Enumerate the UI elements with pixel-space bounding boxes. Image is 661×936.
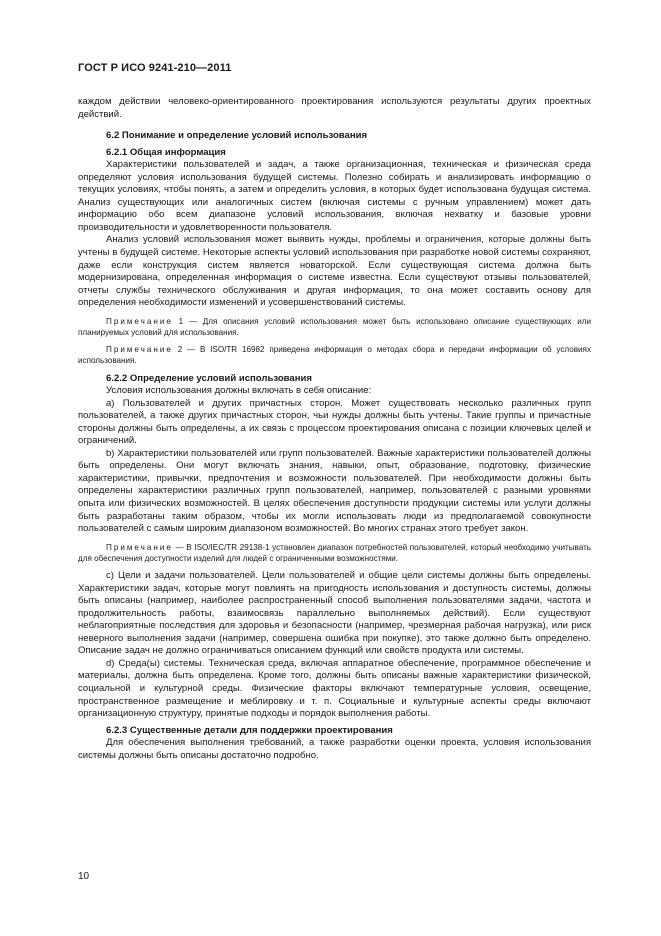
paragraph: Для обеспечения выполнения требований, а также разработки оценки проекта, условия использования системы должны быть описаны достаточно подробно. [78, 737, 591, 761]
note-text: 1 — Для описания условий использования может быть использовано описание существующих или планируемых условий для использования. [78, 316, 591, 337]
list-item-d: d) Среда(ы) системы. Техническая среда, включая аппаратное обеспечение, программное обеспечение и материалы, должна быть определена. Кроме того, должны быть описаны важные характеристики физической, социальной и культурной среды. Физические факторы включают температурные условия, освещение, пространственное размещение и меблировку и т. п. Социальные и культурные аспекты среды включают организационную структуру, принятые подходы и порядок выполнения работы. [78, 657, 591, 720]
paragraph: каждом действии человеко-ориентированного проектирования используются результаты других проектных действий. [78, 96, 591, 120]
note-label: Примечание [106, 345, 173, 355]
page-number: 10 [78, 871, 90, 882]
list-item-a: а) Пользователей и других причастных сторон. Может существовать несколько различных групп пользователей, а также других причастных сторон, чьи нужды должны быть учтены. Такие группы и причастные стороны должны быть определены, а их связь с процессом проектирования описана с позиции ключевых целей и ограничений. [78, 397, 591, 447]
paragraph: Условия использования должны включать в себя описание: [106, 385, 372, 397]
subsection-heading-6-2-3: 6.2.3 Существенные детали для поддержки проектирования [106, 724, 393, 736]
note-text: — В ISO/IEC/TR 29138-1 установлен диапазон потребностей пользователей, который необходимо учитывать для обеспечения доступности изделий для людей с ограниченными возможностями. [78, 542, 591, 563]
note-label: Примечание [106, 542, 173, 552]
document-header: ГОСТ Р ИСО 9241-210—2011 [78, 62, 232, 74]
note-1 [78, 316, 591, 338]
note-label: Примечание [106, 316, 173, 326]
paragraph: Анализ условий использования может выявить нужды, проблемы и ограничения, которые должны быть учтены в будущей системе. Некоторые аспекты условий использования при разработке новой системы сохраняют, даже если конструкция систем является новаторской. Если существующая система должна быть модернизирована, определенная информация о системе известна. Если существуют отзывы пользователей, отчеты службы технического обслуживания и другая информация, то она может составить основу для определения необходимости изменений и усовершенствований системы. [78, 234, 591, 309]
subsection-heading-6-2-1: 6.2.1 Общая информация [106, 146, 226, 158]
document-body [78, 96, 591, 762]
note-3 [78, 542, 591, 564]
paragraph: Характеристики пользователей и задач, а также организационная, техническая и физическая среда определяют условия использования будущей системы. Полезно собирать и анализировать информацию о текущих условиях, чтобы понять, а затем и определить условия, в которых будет использована будущая система. Анализ существующих или аналогичных систем (включая системы с ручным управлением) может дать информацию обо всем диапазоне условий использования, включая нехватку и базовые уровни производительности и удовлетворенности пользователя. [78, 159, 591, 233]
section-heading-6-2: 6.2 Понимание и определение условий использования [106, 130, 368, 142]
list-item-c: с) Цели и задачи пользователей. Цели пользователей и общие цели системы должны быть определены. Характеристики задач, которые могут повлиять на пригодность использования и доступность системы, должны быть описаны (например, наиболее распространенный способ выполнения пользователями задачи, частота и продолжительность работы, взаимосвязь параллельно выполняемых действий). Если существуют неблагоприятные последствия для здоровья и безопасности (например, чрезмерная рабочая нагрузка), или риск неверного выполнения задачи (например, совершена ошибка при покупке), это также должно быть определено. Описание задач не должно ограничиваться описанием функций или свойств продукта или системы. [78, 570, 591, 657]
note-2 [78, 344, 591, 366]
note-text: 2 — В ISO/TR 16982 приведена информация о методах сбора и передачи информации об условиях использования. [78, 345, 591, 366]
subsection-heading-6-2-2: 6.2.2 Определение условий использования [106, 372, 312, 384]
list-item-b: b) Характеристики пользователей или групп пользователей. Важные характеристики пользователей должны быть определены. Они могут включать знания, навыки, опыт, образование, подготовку, физические характеристики, привычки, предпочтения и возможности пользователей. При необходимости должны быть определены характеристики различных групп пользователей, например, пользователей с разными уровнями опыта или физических возможностей. В целях обеспечения доступности продукции системы или услуги должны быть разработаны таким образом, чтобы их могли использовать люди из предполагаемой совокупности пользователей с самым широким диапазоном возможностей. Во многих странах этого требует закон. [78, 447, 591, 535]
